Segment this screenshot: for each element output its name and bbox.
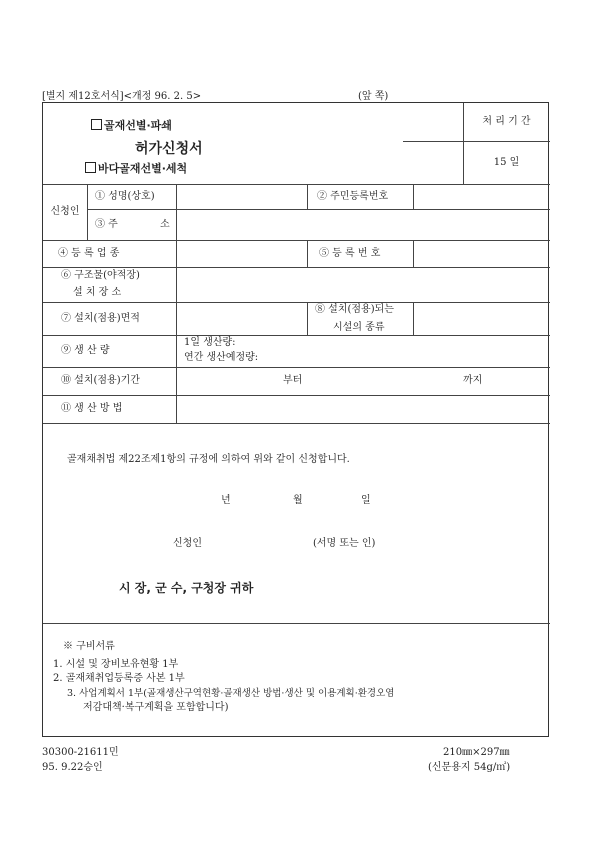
production-label: ⑨ 생 산 량: [61, 345, 110, 356]
applicant-label: 신청인: [50, 206, 80, 217]
form-number: [별지 제12호서식]<개정 96. 2. 5>: [42, 91, 202, 102]
checkbox-icon[interactable]: [91, 119, 102, 130]
checkbox-icon[interactable]: [85, 162, 96, 173]
option-crushing[interactable]: 골재선별·파쇄: [91, 119, 172, 132]
address-label-suffix: 소: [160, 219, 170, 230]
resident-no-label: ② 주민등록번호: [317, 191, 389, 202]
month-label: 월: [293, 495, 303, 506]
address-label: ③ 주: [95, 219, 118, 230]
processing-period: 15 일: [493, 157, 520, 168]
structure-label: ⑥ 구조물(야적장): [61, 270, 140, 281]
document-item-3: 3. 사업계획서 1부(골재생산구역현황·골재생산 방법·생산 및 이용계획·환경오염: [67, 688, 395, 699]
reg-no-label: ⑤ 등 록 번 호: [319, 248, 381, 259]
structure-label-2: 설 치 장 소: [73, 287, 122, 298]
name-label: ① 성명(상호): [95, 191, 155, 202]
document-item-2: 2. 골재채취업등록증 사본 1부: [53, 673, 185, 684]
period-from: 부터: [283, 375, 303, 386]
footer-code: 30300-21611민: [42, 747, 119, 758]
footer-approved: 95. 9.22승인: [42, 762, 103, 773]
footer-size: 210㎜×297㎜: [443, 747, 510, 758]
year-label: 년: [221, 495, 231, 506]
method-label: ⑪ 생 산 방 법: [61, 403, 123, 414]
declaration-text: 골재채취법 제22조제1항의 규정에 의하여 위와 같이 신청합니다.: [67, 454, 350, 465]
sign-label: (서명 또는 인): [313, 538, 376, 549]
recipient: 시 장, 군 수, 구청장 귀하: [119, 581, 254, 595]
page-side: (앞 쪽): [358, 91, 389, 102]
area-label: ⑦ 설치(점용)면적: [61, 313, 140, 324]
daily-production: 1일 생산량:: [184, 337, 236, 348]
signer-label: 신청인: [173, 538, 202, 549]
option-sea-aggregate[interactable]: 바다골재선별·세척: [85, 162, 187, 175]
annual-production: 연간 생산예정량:: [184, 352, 259, 363]
application-form: [42, 102, 549, 737]
day-label: 일: [361, 495, 371, 506]
documents-title: ※ 구비서류: [63, 641, 115, 652]
period-label: ⑩ 설치(점용)기간: [61, 375, 140, 386]
document-item-3-cont: 저감대책·복구계획을 포함합니다): [83, 702, 229, 713]
period-to: 까지: [463, 375, 483, 386]
facility-label-2: 시설의 종류: [333, 322, 385, 333]
document-item-1: 1. 시설 및 장비보유현황 1부: [53, 659, 179, 670]
facility-label: ⑧ 설치(점용)되는: [315, 304, 394, 315]
business-type-label: ④ 등 록 업 종: [58, 248, 120, 259]
processing-label: 처 리 기 간: [482, 116, 531, 127]
footer-paper: (신문용지 54g/㎡): [428, 762, 511, 773]
form-title: 허가신청서: [135, 141, 203, 157]
